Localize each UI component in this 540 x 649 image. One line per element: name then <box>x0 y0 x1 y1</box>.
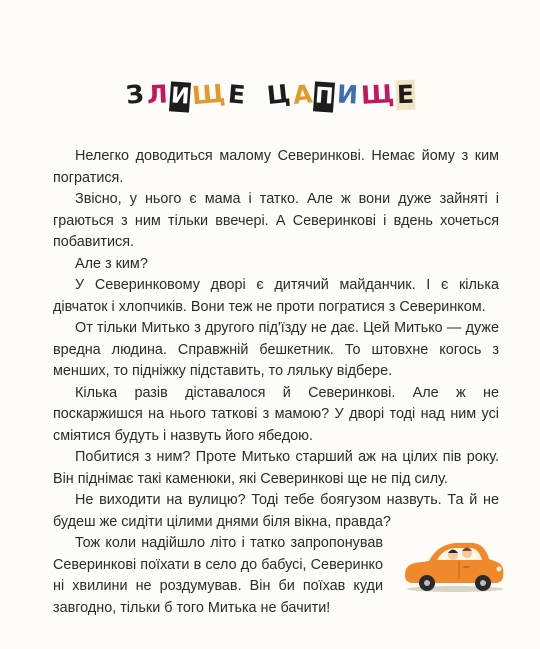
paragraph: Кілька разів діставалося й Северинкові. Але ж не поскаржишся на нього таткові з мамою? У дворі тоді над ним усі сміятися будуть і назвуть його ябедою. <box>53 384 499 444</box>
paragraph: Не виходити на вулицю? Тоді тебе боягузом назвуть. Та й не будеш же сидіти цілими днями біля вікна, правда? <box>53 492 499 530</box>
title-letter: А <box>291 79 314 110</box>
orange-car-icon <box>399 531 509 595</box>
paragraph: Тож коли надійшло літо і татко запропонував Северинкові поїхати в село до бабусі, Северинко ні хвилини не роздумував. Він би поїхав куди завгодно, тільки б того Митька не бачити! <box>53 535 383 616</box>
title-letter: Ц <box>265 78 292 111</box>
paragraph: От тільки Митько з другого під'їзду не дає. Цей Митько — дуже вредна людина. Справжній бешкетник. То штовхне когось з менших, то підніжку підставить, то ляльку відбере. <box>53 320 499 379</box>
title-letter: П <box>313 81 335 112</box>
chapter-title <box>0 80 540 112</box>
paragraph: Побитися з ним? Проте Митько старший аж на цілих пів року. Він піднімає такі каменюки, які Северинкові ще не під силу. <box>53 449 499 487</box>
title-letter: З <box>124 79 146 110</box>
title-letter: И <box>169 81 191 112</box>
paragraph: У Северинковому дворі є дитячий майданчик. І є кілька дівчаток і хлопчиків. Вони теж не проти погратися з Северинком. <box>53 277 499 315</box>
title-letter: Е <box>396 79 415 110</box>
title-word-1 <box>125 80 247 112</box>
title-letter: Щ <box>359 79 395 110</box>
title-word-2 <box>265 80 415 112</box>
title-letter: И <box>336 79 359 110</box>
paragraph: Звісно, у нього є мама і татко. Але ж вони дуже зайняті і граються з ним тільки ввечері. А Северинкові і вдень хочеться побавитися. <box>53 191 499 250</box>
title-letter: Е <box>227 79 247 110</box>
title-letter: Щ <box>190 78 227 111</box>
title-letter: Л <box>146 79 169 110</box>
paragraph: Нелегко доводиться малому Северинкові. Немає йому з ким погратися. <box>53 148 499 186</box>
paragraph: Але з ким? <box>75 255 148 272</box>
